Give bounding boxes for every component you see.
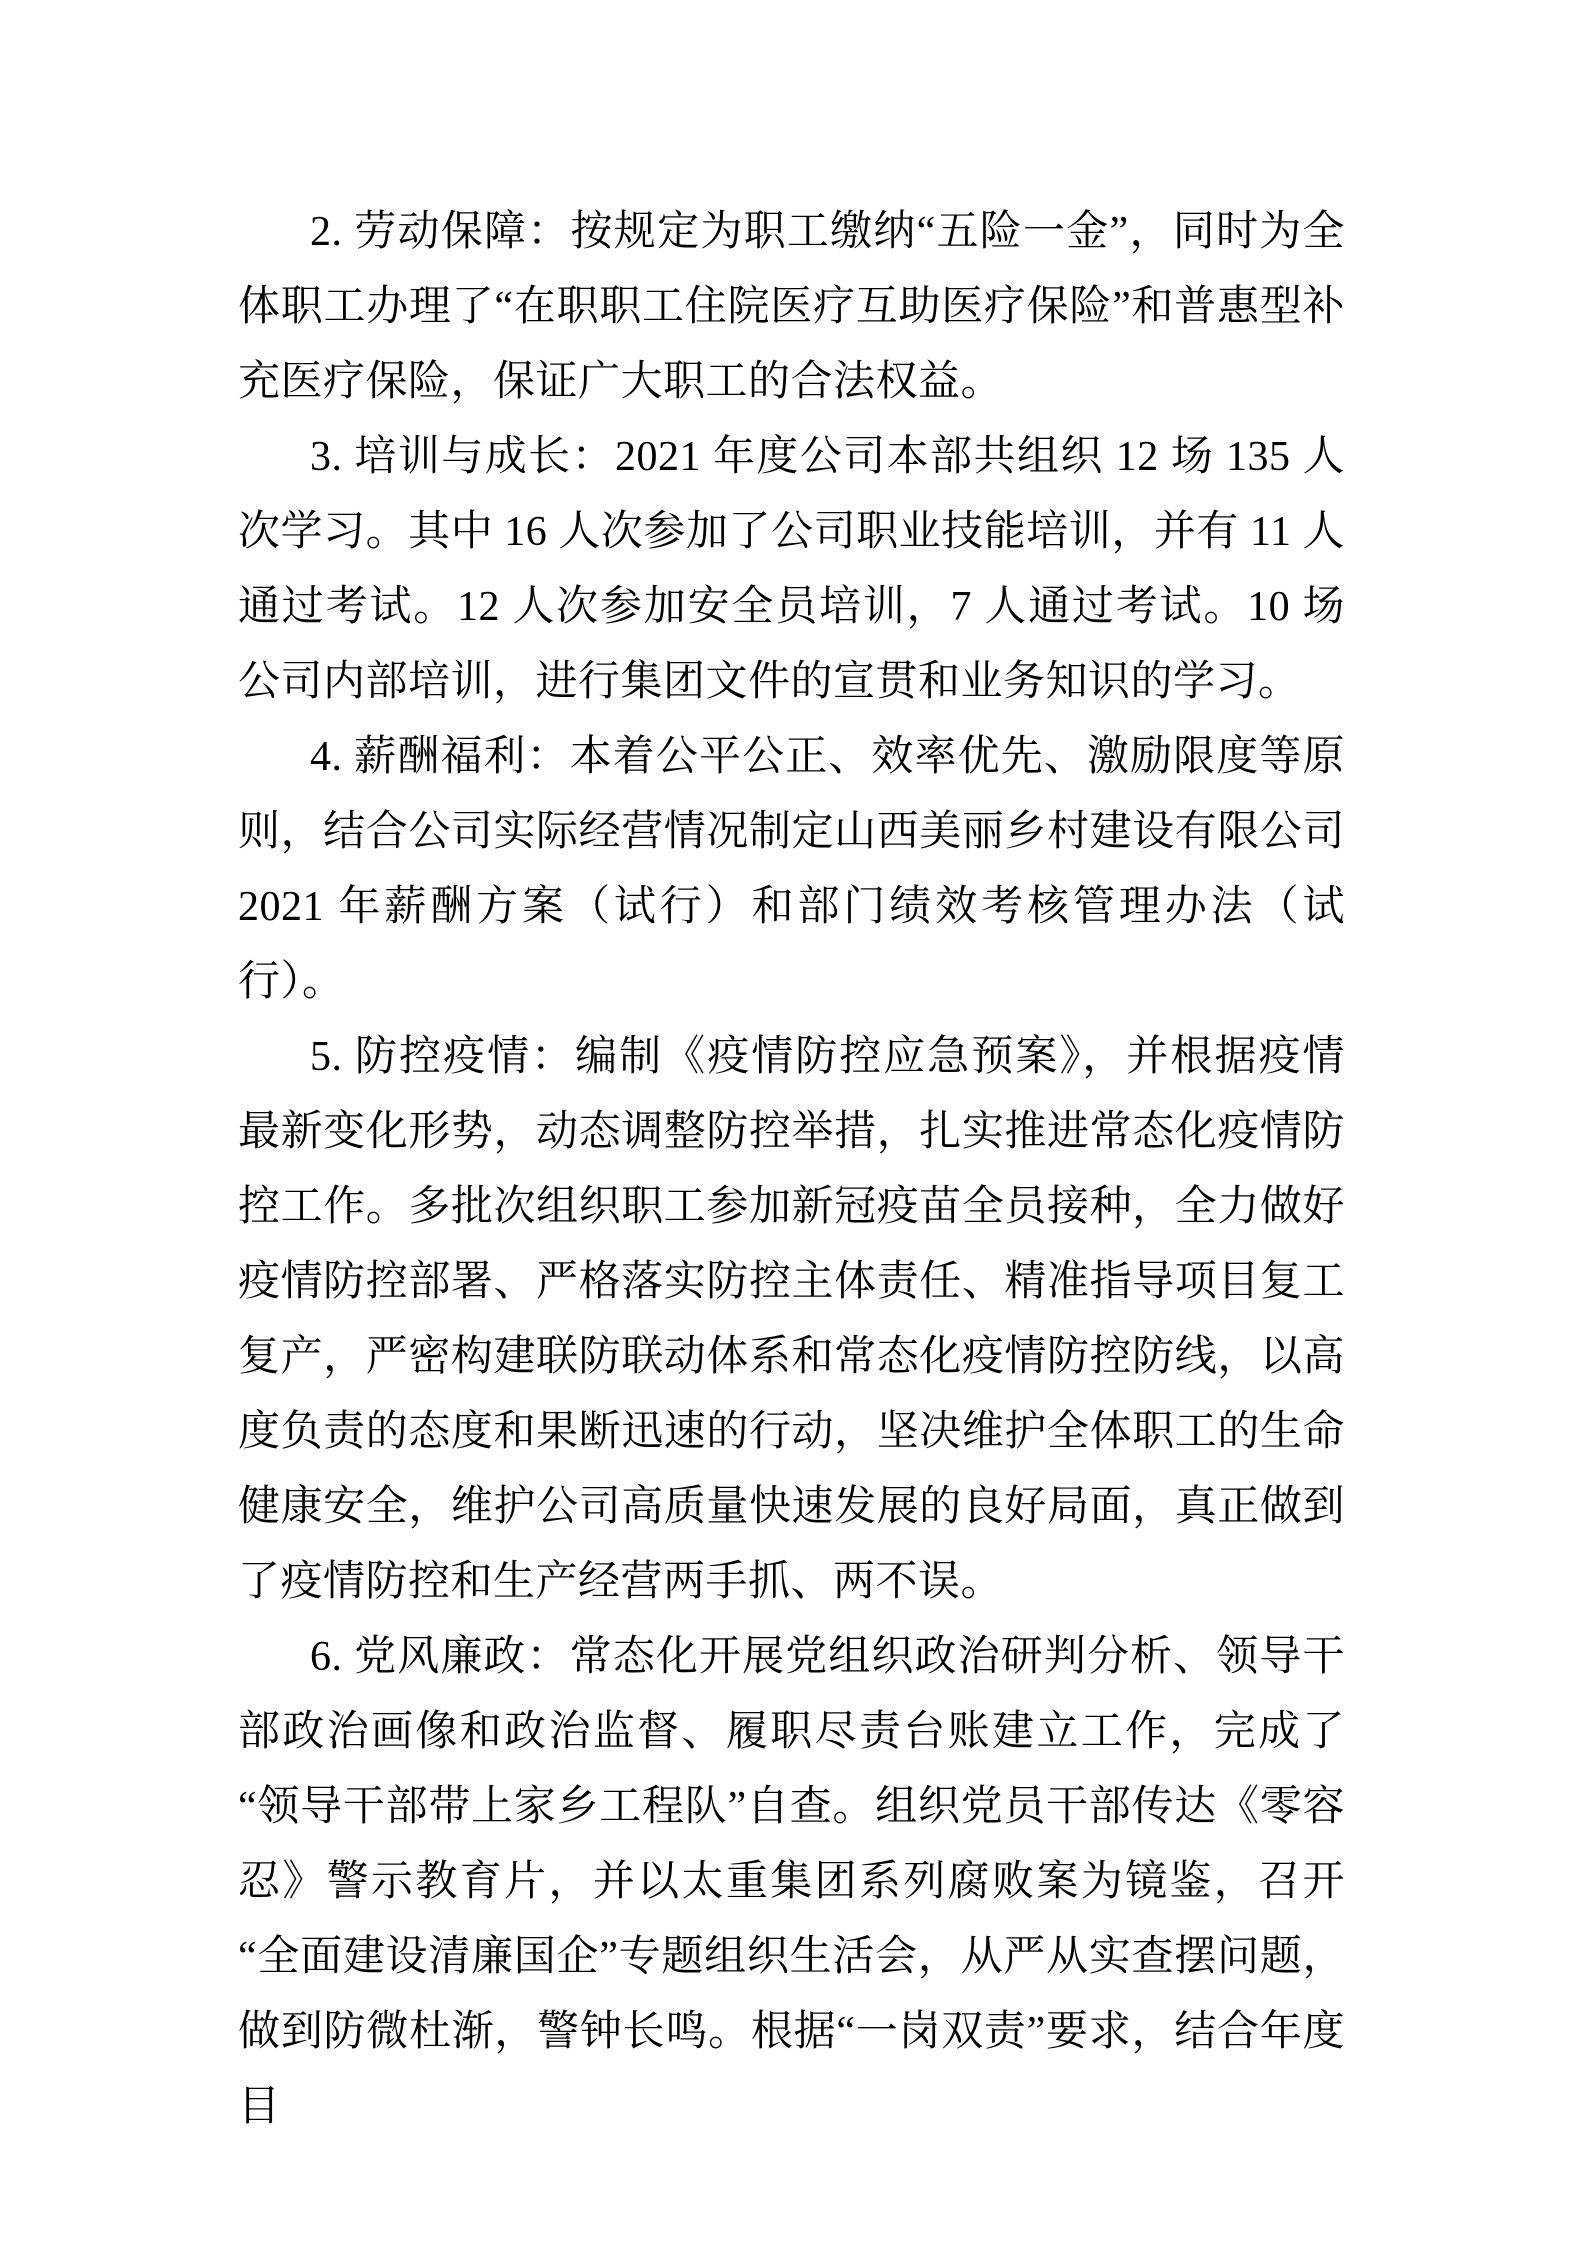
document-body xyxy=(238,195,1345,2145)
paragraph-party-conduct-integrity: 6. 党风廉政：常态化开展党组织政治研判分析、领导干部政治画像和政治监督、履职尽责台账建立工作，完成了“领导干部带上家乡工程队”自查。组织党员干部传达《零容忍》警示教育片，并以太重集团系列腐败案为镜鉴，召开“全面建设清廉国企”专题组织生活会，从严从实查摆问题，做到防微杜渐，警钟长鸣。根据“一岗双责”要求，结合年度目 xyxy=(238,1634,1345,2130)
paragraph-labor-security: 2. 劳动保障：按规定为职工缴纳“五险一金”，同时为全体职工办理了“在职职工住院医疗互助医疗保险”和普惠型补充医疗保险，保证广大职工的合法权益。 xyxy=(238,209,1345,405)
paragraph-training-growth: 3. 培训与成长：2021 年度公司本部共组织 12 场 135 人次学习。其中 16 人次参加了公司职业技能培训，并有 11 人通过考试。12 人次参加安全员培训，7 人通过考试。10 场公司内部培训，进行集团文件的宣贯和业务知识的学习。 xyxy=(238,434,1345,705)
paragraph-pandemic-control: 5. 防控疫情：编制《疫情防控应急预案》，并根据疫情最新变化形势，动态调整防控举措，扎实推进常态化疫情防控工作。多批次组织职工参加新冠疫苗全员接种，全力做好疫情防控部署、严格落实防控主体责任、精准指导项目复工复产，严密构建联防联动体系和常态化疫情防控防线，以高度负责的态度和果断迅速的行动，坚决维护全体职工的生命健康安全，维护公司高质量快速发展的良好局面，真正做到了疫情防控和生产经营两手抓、两不误。 xyxy=(238,1034,1345,1605)
paragraph-compensation-benefits: 4. 薪酬福利：本着公平公正、效率优先、激励限度等原则，结合公司实际经营情况制定山西美丽乡村建设有限公司 2021 年薪酬方案（试行）和部门绩效考核管理办法（试行）。 xyxy=(238,734,1345,1005)
